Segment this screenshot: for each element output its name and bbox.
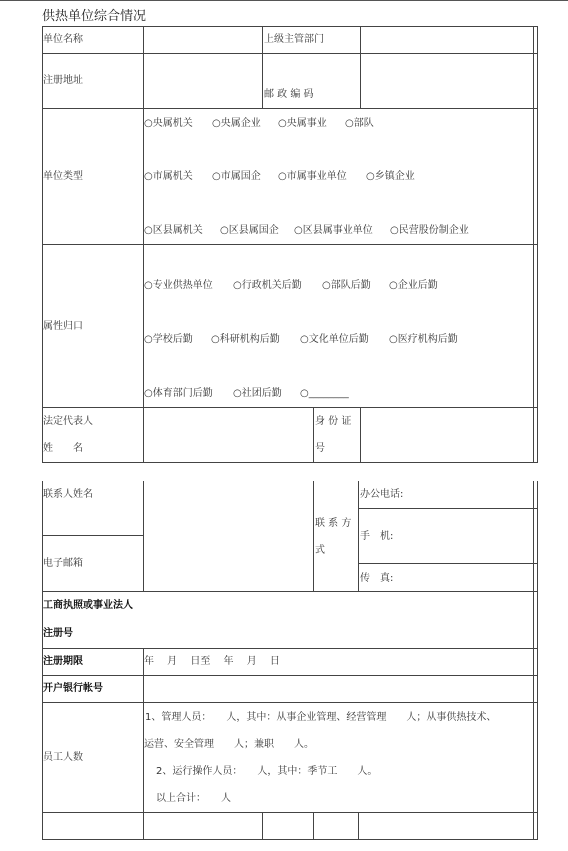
id-number-field[interactable] <box>362 409 532 461</box>
office-phone-label[interactable]: 办公电话: <box>360 489 404 500</box>
bank-account-label: 开户银行帐号 <box>43 683 103 694</box>
license-label-2: 注册号 <box>43 628 73 639</box>
unit-type-option[interactable]: ○区县属机关 <box>144 225 203 236</box>
bank-account-field[interactable] <box>145 677 532 701</box>
email-field[interactable] <box>145 537 312 590</box>
id-label: 身 份 证 <box>315 416 352 427</box>
blank-cell[interactable] <box>360 814 532 838</box>
unit-type-option[interactable]: ○区县属国企 <box>220 225 279 236</box>
legal-rep-name-field[interactable] <box>145 409 312 461</box>
unit-type-option[interactable]: ○市属机关 <box>144 171 193 182</box>
staff-count-label: 员工人数 <box>43 752 83 763</box>
affiliation-option[interactable]: ○专业供热单位 <box>144 280 213 291</box>
unit-type-option[interactable]: ○央属事业 <box>278 118 327 129</box>
affiliation-option[interactable]: ○体育部门后勤 <box>144 388 213 399</box>
blank-cell[interactable] <box>145 814 261 838</box>
reg-address-field[interactable] <box>145 55 261 107</box>
supervisor-field[interactable] <box>362 28 532 52</box>
license-label: 工商执照或事业法人 <box>43 600 133 611</box>
unit-type-label: 单位类型 <box>43 171 83 182</box>
top-rule <box>0 0 568 1</box>
staff-line: 以上合计： 人 <box>156 793 231 804</box>
legal-rep-label: 法定代表人 <box>43 416 93 427</box>
id-label-2: 号 <box>315 443 325 454</box>
unit-type-option[interactable]: ○市属事业单位 <box>278 171 347 182</box>
contact-method-label: 联 系 方 <box>315 518 352 529</box>
staff-line: 2、运行操作人员： 人，其中：季节工 人。 <box>156 766 378 777</box>
unit-type-option[interactable]: ○市属国企 <box>212 171 261 182</box>
unit-type-option[interactable]: ○区县属事业单位 <box>294 225 373 236</box>
page-title: 供热单位综合情况 <box>42 9 147 24</box>
affiliation-option[interactable]: ○行政机关后勤 <box>233 280 302 291</box>
staff-line: 运营、安全管理 人；兼职 人。 <box>144 739 314 750</box>
email-label: 电子邮箱 <box>43 558 83 569</box>
reg-period-label: 注册期限 <box>43 656 83 667</box>
supervisor-label: 上级主管部门 <box>264 34 324 45</box>
unit-name-field[interactable] <box>145 28 261 52</box>
postcode-label: 邮 政 编 码 <box>264 89 314 100</box>
affiliation-option[interactable]: ○社团后勤 <box>233 388 282 399</box>
blank-cell[interactable] <box>315 814 357 838</box>
license-number-field[interactable] <box>145 593 532 647</box>
fax-label[interactable]: 传 真: <box>360 573 394 584</box>
blank-cell[interactable] <box>44 814 142 838</box>
unit-type-option[interactable]: ○乡镇企业 <box>366 171 415 182</box>
affiliation-label: 属性归口 <box>43 321 83 332</box>
unit-type-option[interactable]: ○央属机关 <box>144 118 193 129</box>
affiliation-option[interactable]: ○文化单位后勤 <box>300 334 369 345</box>
affiliation-option[interactable]: ○科研机构后勤 <box>211 334 280 345</box>
postcode-field[interactable] <box>362 55 532 107</box>
affiliation-option[interactable]: ○部队后勤 <box>322 280 371 291</box>
mobile-label[interactable]: 手 机: <box>360 531 394 542</box>
contact-name-label: 联系人姓名 <box>43 489 93 500</box>
unit-name-label: 单位名称 <box>43 34 83 45</box>
contact-method-label-2: 式 <box>315 545 325 556</box>
reg-period-value[interactable]: 年 月 日至 年 月 日 <box>144 656 280 667</box>
staff-line: 1、管理人员： 人，其中：从事企业管理、经营管理 人；从事供热技术、 <box>145 712 497 723</box>
legal-rep-label-2: 姓 名 <box>43 443 83 454</box>
blank-cell[interactable] <box>264 814 312 838</box>
reg-address-label: 注册地址 <box>43 75 83 86</box>
unit-type-option[interactable]: ○部队 <box>345 118 374 129</box>
unit-type-option[interactable]: ○央属企业 <box>212 118 261 129</box>
affiliation-option[interactable]: ○学校后勤 <box>144 334 193 345</box>
affiliation-option-other[interactable]: ○________ <box>300 388 349 399</box>
affiliation-option[interactable]: ○企业后勤 <box>389 280 438 291</box>
contact-name-field[interactable] <box>145 483 312 534</box>
affiliation-option[interactable]: ○医疗机构后勤 <box>389 334 458 345</box>
unit-type-option[interactable]: ○民营股份制企业 <box>390 225 469 236</box>
